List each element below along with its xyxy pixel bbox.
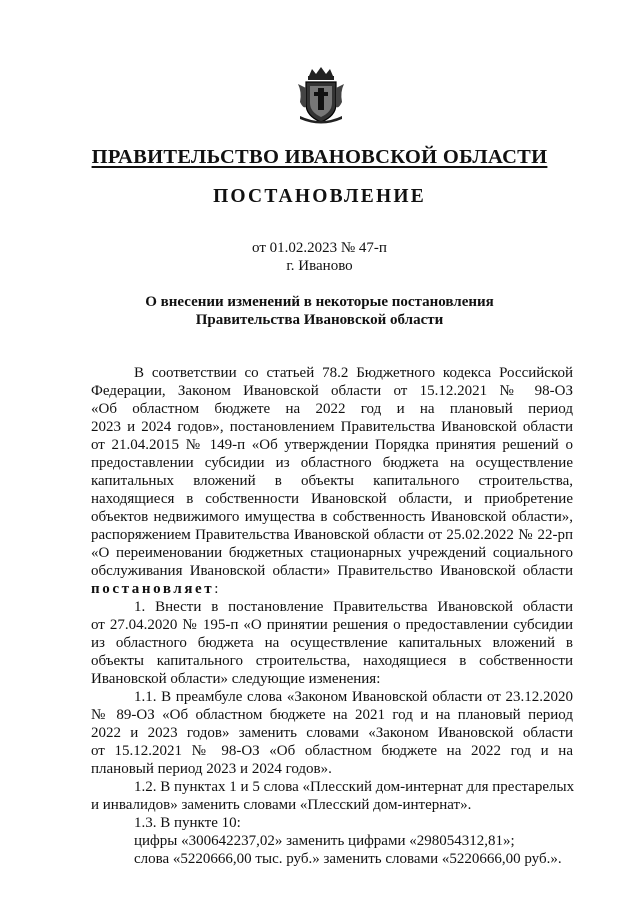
resolves-colon: : <box>214 581 219 597</box>
body-text-line: от 15.12.2021 № 98-ОЗ «Об областном бюджете на 2022 год и на <box>91 743 573 759</box>
body-text-line: «О переименовании бюджетных стационарных учреждений социального <box>91 545 573 561</box>
body-text-line: объектов недвижимого имущества в собственность Ивановской области», <box>91 509 573 525</box>
body-text-line: слова «5220666,00 тыс. руб.» заменить словами «5220666,00 руб.». <box>134 851 562 867</box>
body-text-line: Федерации, Законом Ивановской области от 15.12.2021 № 98-ОЗ <box>91 383 573 399</box>
resolves-keyword: постановляет <box>91 581 215 597</box>
document-subject-line: Правительства Ивановской области <box>195 312 444 328</box>
body-text-line: находящиеся в собственности Ивановской области, и приобретение <box>91 491 573 507</box>
body-text-line: 1. Внести в постановление Правительства Ивановской области <box>134 599 573 615</box>
body-text-line: «Об областном бюджете на 2022 год и на плановый период <box>91 401 573 417</box>
body-text-line: 2023 и 2024 годов», постановлением Правительства Ивановской области <box>91 419 573 435</box>
body-text-line: № 89-ОЗ «Об областном бюджете на 2021 год и на плановый период <box>91 707 573 723</box>
body-text-line: Ивановской области» следующие изменения: <box>91 671 381 687</box>
body-text-line: 1.2. В пунктах 1 и 5 слова «Плесский дом-интернат для престарелых <box>134 779 575 795</box>
body-text-line: из областного бюджета на осуществление капитальных вложений в <box>91 635 573 651</box>
document-city: г. Иваново <box>286 258 353 274</box>
document-subject-line: О внесении изменений в некоторые постановления <box>145 294 494 310</box>
coat-of-arms-emblem <box>296 66 346 124</box>
government-title: ПРАВИТЕЛЬСТВО ИВАНОВСКОЙ ОБЛАСТИ <box>91 146 548 168</box>
body-text-line: 2022 и 2023 годов» заменить словами «Законом Ивановской области <box>91 725 573 741</box>
body-text-line: В соответствии со статьей 78.2 Бюджетного кодекса Российской <box>134 365 573 381</box>
body-text-line: и инвалидов» заменить словами «Плесский дом-интернат». <box>91 797 472 813</box>
resolves-line <box>91 580 573 598</box>
body-text-line: от 27.04.2020 № 195-п «О принятии решения о предоставлении субсидии <box>91 617 573 633</box>
body-text-line: обслуживания Ивановской области» Правительство Ивановской области <box>91 563 573 579</box>
body-text-line: объекты капитального строительства, находящиеся в собственности <box>91 653 573 669</box>
document-date-number: от 01.02.2023 № 47-п <box>252 240 387 256</box>
body-text-line: от 21.04.2015 № 149-п «Об утверждении Порядка принятия решений о <box>91 437 573 453</box>
body-text-line: капитальных вложений в объекты капитального строительства, <box>91 473 573 489</box>
body-text-line: 1.1. В преамбуле слова «Законом Ивановской области от 23.12.2020 <box>134 689 573 705</box>
document-body <box>91 364 573 868</box>
body-text-line: цифры «300642237,02» заменить цифрами «298054312,81»; <box>134 833 515 849</box>
body-text-line: предоставлении субсидии из областного бюджета на осуществление <box>91 455 573 471</box>
body-text-line: 1.3. В пункте 10: <box>134 815 241 831</box>
document-type-heading: ПОСТАНОВЛЕНИЕ <box>213 186 426 207</box>
body-text-line: распоряжением Правительства Ивановской области от 25.02.2022 № 22-рп <box>91 527 573 543</box>
body-text-line: плановый период 2023 и 2024 годов». <box>91 761 332 777</box>
